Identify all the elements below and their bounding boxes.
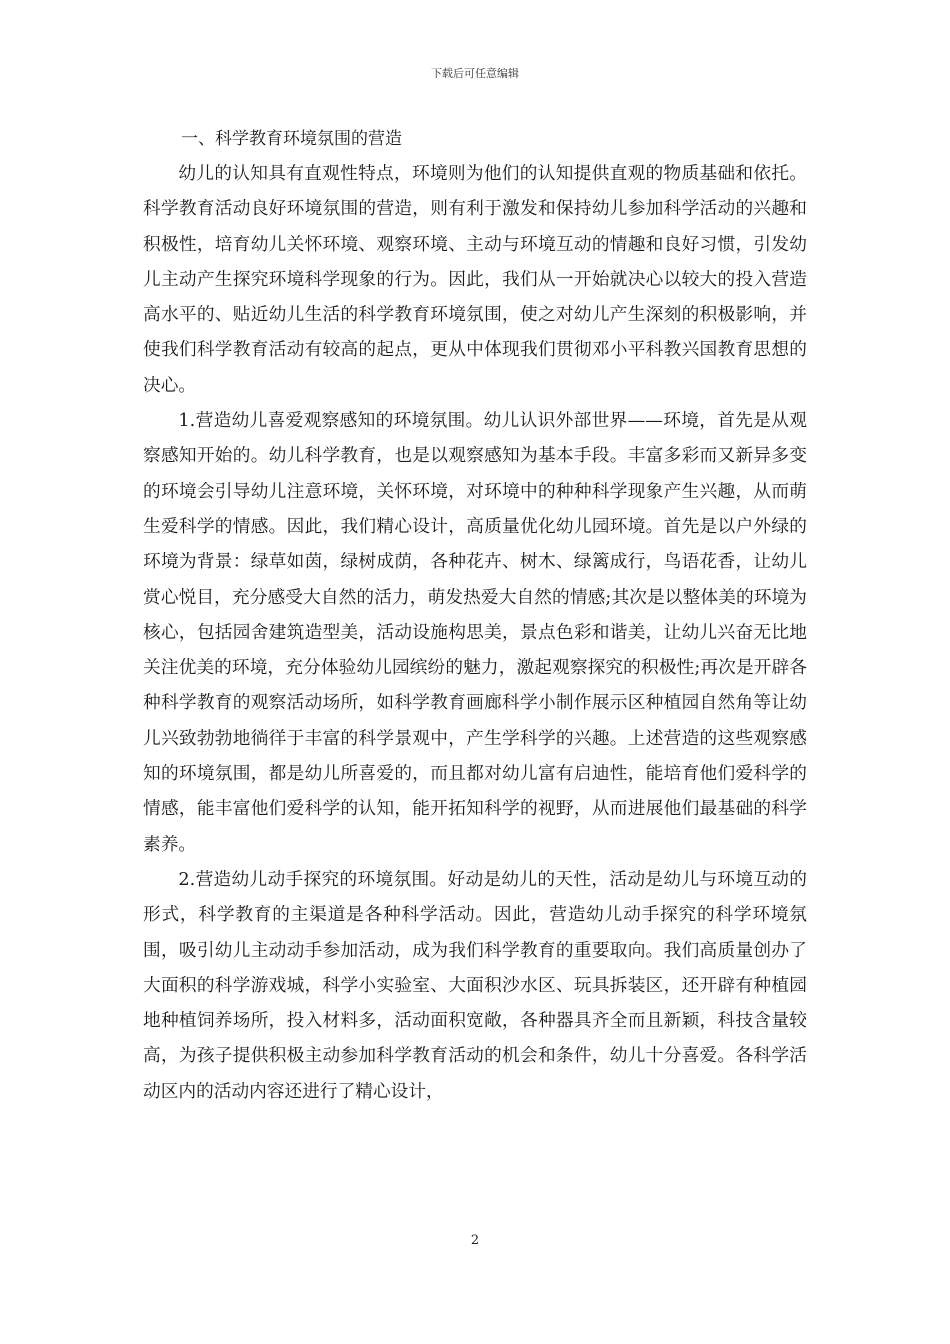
page-header: 下载后可任意编辑: [431, 67, 519, 80]
section-heading: 一、科学教育环境氛围的营造: [181, 129, 402, 149]
document-body: [143, 121, 807, 1110]
paragraph-hands-on-environment: 2.营造幼儿动手探究的环境氛围。好动是幼儿的天性，活动是幼儿与环境互动的形式，科学教育的主渠道是各种科学活动。因此，营造幼儿动手探究的科学环境氛围，吸引幼儿主动动手参加活动，成为我们科学教育的重要取向。我们高质量创办了大面积的科学游戏城，科学小实验室、大面积沙水区、玩具拆装区，还开辟有种植园地种植饲养场所，投入材料多，活动面积宽敞，各种器具齐全而且新颖，科技含量较高，为孩子提供积极主动参加科学教育活动的机会和条件，幼儿十分喜爱。各科学活动区内的活动内容还进行了精心设计，: [143, 869, 807, 1102]
paragraph-intro: 幼儿的认知具有直观性特点，环境则为他们的认知提供直观的物质基础和依托。科学教育活动良好环境氛围的营造，则有利于激发和保持幼儿参加科学活动的兴趣和积极性，培育幼儿关怀环境、观察环境、主动与环境互动的情趣和良好习惯，引发幼儿主动产生探究环境科学现象的行为。因此，我们从一开始就决心以较大的投入营造高水平的、贴近幼儿生活的科学教育环境氛围，使之对幼儿产生深刻的积极影响，并使我们科学教育活动有较高的起点，更从中体现我们贯彻邓小平科教兴国教育思想的决心。: [143, 164, 807, 396]
page-number: 2: [470, 1233, 480, 1248]
paragraph-observation-environment: 1.营造幼儿喜爱观察感知的环境氛围。幼儿认识外部世界——环境，首先是从观察感知开始的。幼儿科学教育，也是以观察感知为基本手段。丰富多彩而又新异多变的环境会引导幼儿注意环境，关怀环境，对环境中的种种科学现象产生兴趣，从而萌生爱科学的情感。因此，我们精心设计，高质量优化幼儿园环境。首先是以户外绿的环境为背景：绿草如茵，绿树成荫，各种花卉、树木、绿篱成行，鸟语花香，让幼儿赏心悦目，充分感受大自然的活力，萌发热爱大自然的情感;其次是以整体美的环境为核心，包括园舍建筑造型美，活动设施构思美，景点色彩和谐美，让幼儿兴奋无比地关注优美的环境，充分体验幼儿园缤纷的魅力，激起观察探究的积极性;再次是开辟各种科学教育的观察活动场所，如科学教育画廊科学小制作展示区种植园自然角等让幼儿兴致勃勃地徜徉于丰富的科学景观中，产生学科学的兴趣。上述营造的这些观察感知的环境氛围，都是幼儿所喜爱的，而且都对幼儿富有启迪性，能培育他们爱科学的情感，能丰富他们爱科学的认知，能开拓知科学的视野，从而进展他们最基础的科学素养。: [143, 411, 807, 855]
